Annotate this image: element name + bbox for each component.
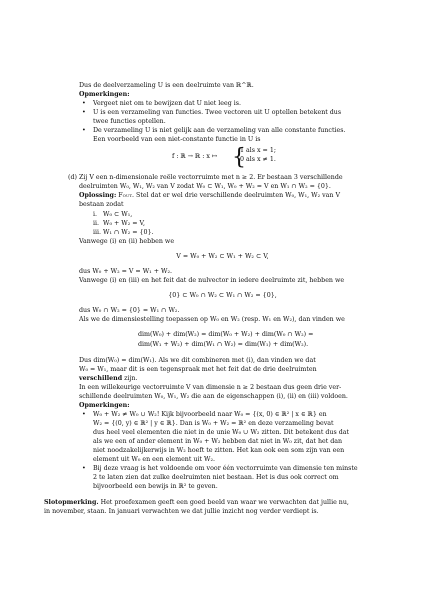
closing-remark <box>44 499 374 508</box>
text-line: In een willekeurige vectorruimte V van dimensie n ≥ 2 bestaan dus geen drie ver- <box>79 384 342 391</box>
text-line: Dus dim(W₀) = dim(W₁). Als we dit combineren met (i), dan vinden we dat <box>79 357 316 364</box>
text-line: Dus de deelverzameling U is een deelruimte van ℝ^ℝ. <box>79 82 254 89</box>
remarks-heading: Opmerkingen: <box>79 402 130 409</box>
text-line: niet noodzakelijkerwijs in W₂ hoeft te zitten. Het kan ook een som zijn van een <box>93 447 345 454</box>
text-line <box>79 375 366 384</box>
bullet-icon: • <box>82 465 86 472</box>
remarks-heading: Opmerkingen: <box>79 91 130 98</box>
text-line: schillende deelruimten W₀, W₁, W₂ die aan de eigenschappen (i), (ii) en (iii) voldoen. <box>79 393 348 400</box>
text-line: 2 te laten zien dat zulke deelruimten niet bestaan. Het is dus ook correct om <box>93 474 339 481</box>
equation: dim(W₁ + W₂) + dim(W₁ ∩ W₂) = dim(W₁) + dim(W₂). <box>138 341 309 348</box>
formula-case: 1 als x = 1; <box>240 147 276 154</box>
function-definition <box>0 147 424 169</box>
enum-text: W₀ ⊂ W₁, <box>103 211 133 218</box>
text-line: twee functies optellen. <box>93 118 166 125</box>
text-line: Het proefexamen geeft een goed beeld van waar we verwachten dat jullie nu, <box>100 499 349 506</box>
closing-label: Slotopmerking. <box>44 499 99 506</box>
solution-label: Oplossing: <box>79 192 117 199</box>
text-line: Stel dat er wel drie verschillende deelruimten W₀, W₁, W₂ van V <box>136 192 341 199</box>
brace-icon: { <box>232 145 246 170</box>
solution-line <box>79 192 366 201</box>
bullet-icon: • <box>82 109 86 116</box>
formula: f : ℝ → ℝ : x ↦ <box>172 153 218 160</box>
bullet-icon: • <box>82 411 86 418</box>
enum-text: W₁ ∩ W₂ = {0}. <box>103 229 154 236</box>
text-line: Een voorbeeld van een niet-constante functie in U is <box>93 136 261 143</box>
text-line: U is een verzameling van functies. Twee vectoren uit U optellen betekent dus <box>93 109 342 116</box>
text-line: Vanwege (i) en (iii) en het feit dat de nulvector in iedere deelruimte zit, hebben we <box>79 277 345 284</box>
text-line: bestaan zodat <box>79 201 124 208</box>
equation: V = W₀ + W₂ ⊂ W₁ + W₂ ⊂ V, <box>176 253 269 260</box>
text-line: dus W₀ ∩ W₂ = {0} = W₁ ∩ W₂. <box>79 307 180 314</box>
bullet-icon: • <box>82 100 86 107</box>
text-line: deelruimten W₀, W₁, W₂ van V zodat W₀ ⊂ W₁, W₀ + W₂ = V en W₁ ∩ W₂ = {0}. <box>79 183 331 190</box>
text-line: element uit W₀ en een element uit W₂. <box>93 456 215 463</box>
bullet-icon: • <box>82 127 86 134</box>
text-line: W₀ = W₁, maar dit is een tegenspraak met het feit dat de drie deelruimten <box>79 366 317 373</box>
text-line: bijvoorbeeld een bewijs in ℝ² te geven. <box>93 483 218 490</box>
text-line: dus heel veel elementen die niet in de unie W₀ ∪ W₂ zitten. Dit betekent dus dat <box>93 429 350 436</box>
emphasis: verschillend <box>79 375 123 382</box>
text-line: Zij V een n-dimensionale reële vectorruimte met n ≥ 2. Er bestaan 3 verschillende <box>79 174 343 181</box>
item-label: (d) <box>68 174 77 181</box>
text-line: Vergeet niet om te bewijzen dat U niet leeg is. <box>93 100 241 107</box>
text-line: dus W₀ + W₂ = V = W₁ + W₂. <box>79 268 172 275</box>
text-line: zijn. <box>124 375 138 382</box>
formula-case: 0 als x ≠ 1. <box>240 156 276 163</box>
enum-label: i. <box>93 211 98 218</box>
text-line: W₀ + W₂ ≠ W₀ ∪ W₂! Kijk bijvoorbeeld naar W₀ = {(x, 0) ∈ ℝ² | x ∈ ℝ} en <box>93 411 327 418</box>
equation: {0} ⊂ W₀ ∩ W₂ ⊂ W₁ ∩ W₂ = {0}, <box>168 292 277 299</box>
text-line: Bij deze vraag is het voldoende om voor één vectorruimte van dimensie ten minste <box>93 465 358 472</box>
text-line: Als we de dimensiestelling toepassen op W₀ en W₂ (resp. W₁ en W₂), dan vinden we <box>79 316 345 323</box>
text-line: als we een of ander element in W₀ + W₂ hebben dat niet in W₀ zit, dat het dan <box>93 438 343 445</box>
text-line: W₂ = {(0, y) ∈ ℝ² | y ∈ ℝ}. Dan is W₀ + W₂ = ℝ² en deze verzameling bevat <box>93 420 334 427</box>
verdict: Fout. <box>118 192 134 199</box>
text-line: in november, staan. In januari verwachten we dat jullie inzicht nog verder verdiept is. <box>44 508 319 515</box>
text-line: Vanwege (i) en (ii) hebben we <box>79 238 175 245</box>
enum-text: W₀ + W₂ = V, <box>103 220 145 227</box>
enum-label: iii. <box>93 229 102 236</box>
equation: dim(W₀) + dim(W₂) = dim(W₀ + W₂) + dim(W₀ ∩ W₂) = <box>138 331 314 338</box>
enum-label: ii. <box>93 220 100 227</box>
text-line: De verzameling U is niet gelijk aan de verzameling van alle constante functies. <box>93 127 346 134</box>
